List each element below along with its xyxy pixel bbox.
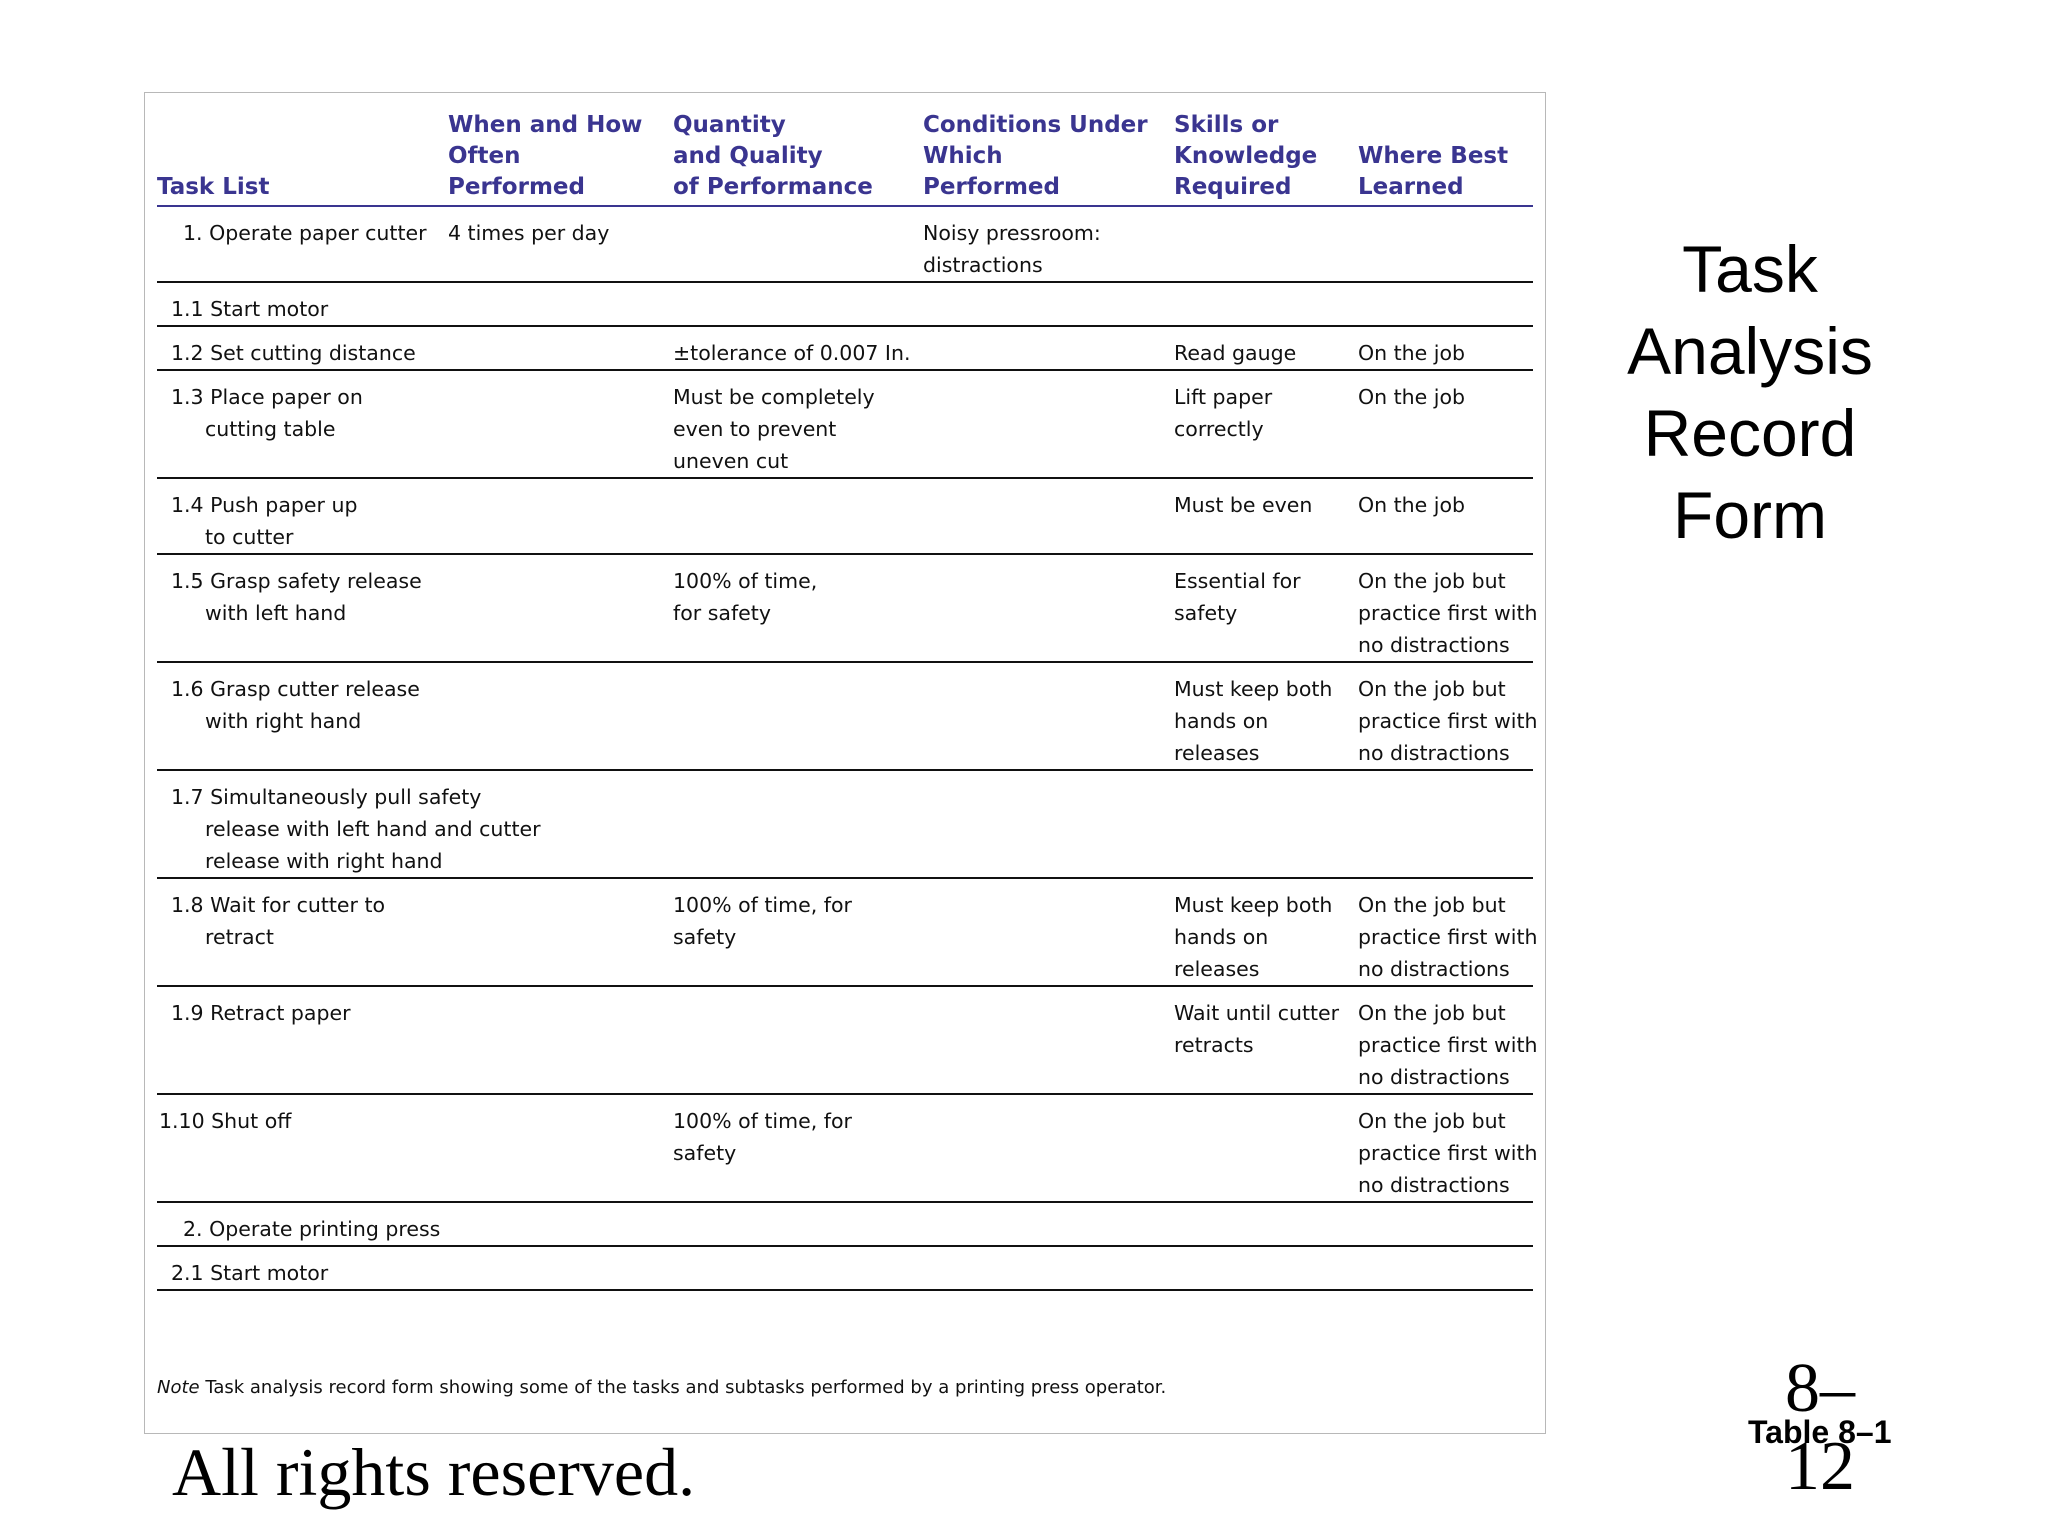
cell-line: practice first with [1358, 709, 1538, 733]
table-cell [448, 662, 673, 770]
slide-title [1590, 228, 1910, 556]
column-header [923, 93, 1174, 206]
table-row [157, 326, 1533, 370]
table-caption: Table 8–1 [1748, 1414, 1892, 1450]
title-line: Analysis [1627, 314, 1873, 388]
cell-line: 1.2 Set cutting distance [171, 341, 416, 365]
table-cell [673, 662, 923, 770]
column-header-line: Quantity [673, 112, 786, 138]
cell-line: 1.7 Simultaneously pull safety [171, 785, 482, 809]
cell-line: hands on [1174, 925, 1269, 949]
table-cell [923, 326, 1174, 370]
table-cell [923, 370, 1174, 478]
table-cell [1358, 554, 1538, 662]
table-cell [157, 282, 448, 326]
table-cell [1174, 1094, 1358, 1202]
table-cell [448, 1246, 673, 1290]
table-row [157, 770, 1533, 878]
table-cell [157, 770, 541, 878]
cell-line: practice first with [1358, 925, 1538, 949]
table-cell [1358, 326, 1533, 370]
cell-line: correctly [1174, 417, 1264, 441]
cell-line: cutting table [205, 417, 336, 441]
table-cell [1358, 206, 1533, 282]
cell-line: releases [1174, 741, 1260, 765]
table-cell [1174, 326, 1358, 370]
cell-line: no distractions [1358, 1173, 1510, 1197]
table-cell [448, 370, 673, 478]
column-header-line: Performed [923, 174, 1060, 200]
cell-line: 1.1 Start motor [171, 297, 329, 321]
table-cell [448, 1202, 673, 1246]
table-cell [1358, 878, 1538, 986]
cell-line: practice first with [1358, 1033, 1538, 1057]
column-header-line: Performed [448, 174, 585, 200]
table-row [157, 1094, 1533, 1202]
table-cell [923, 662, 1174, 770]
table-row [157, 986, 1533, 1094]
table-cell [448, 1094, 673, 1202]
cell-line: safety [673, 1141, 737, 1165]
cell-line: hands on [1174, 709, 1269, 733]
table-cell [157, 206, 448, 282]
cell-line: 1.9 Retract paper [171, 1001, 351, 1025]
title-line: Task [1682, 232, 1818, 306]
cell-line: 1. Operate paper cutter [183, 221, 427, 245]
table-cell [923, 554, 1174, 662]
table-cell [157, 1246, 448, 1290]
cell-line: no distractions [1358, 633, 1510, 657]
column-header-line: Conditions Under [923, 112, 1148, 138]
table-cell [1174, 1202, 1358, 1246]
column-header-line: Task List [157, 174, 270, 200]
table-row [157, 206, 1533, 282]
table-cell [1174, 206, 1358, 282]
column-header-line: Required [1174, 174, 1292, 200]
cell-line: with left hand [205, 601, 347, 625]
column-header-line: Knowledge [1174, 143, 1318, 169]
slide-number-line: 12 [1785, 1428, 1855, 1505]
table-cell [1358, 662, 1538, 770]
table-body [157, 206, 1538, 1290]
table-row [157, 282, 1533, 326]
cell-line: Must be completely [673, 385, 875, 409]
table-cell [157, 554, 448, 662]
cell-line: Read gauge [1174, 341, 1297, 365]
column-header [673, 93, 923, 206]
column-header-line: of Performance [673, 174, 873, 200]
cell-line: 1.6 Grasp cutter release [171, 677, 420, 701]
cell-line: Must be even [1174, 493, 1313, 517]
cell-line: practice first with [1358, 1141, 1538, 1165]
table-cell [923, 206, 1174, 282]
cell-line: On the job [1358, 493, 1466, 517]
table-cell [448, 206, 673, 282]
table-cell [673, 478, 923, 554]
cell-line: On the job but [1358, 569, 1506, 593]
cell-line: 1.8 Wait for cutter to [171, 893, 386, 917]
table-cell [448, 878, 673, 986]
cell-line: safety [673, 925, 737, 949]
cell-line: On the job but [1358, 677, 1506, 701]
cell-line: even to prevent [673, 417, 837, 441]
table-cell [1358, 282, 1533, 326]
table-cell [1174, 282, 1358, 326]
table-cell [923, 1202, 1174, 1246]
table-cell [157, 986, 448, 1094]
cell-line: 100% of time, [673, 569, 818, 593]
table-cell [157, 662, 448, 770]
table-cell [673, 1202, 923, 1246]
table-cell [1358, 1094, 1538, 1202]
table-row [157, 554, 1533, 662]
cell-line: 1.5 Grasp safety release [171, 569, 422, 593]
table-cell [923, 878, 1174, 986]
table-cell [1358, 1202, 1533, 1246]
table-cell [673, 770, 923, 878]
column-header [1174, 93, 1358, 206]
cell-line: retracts [1174, 1033, 1254, 1057]
table-cell [1358, 370, 1533, 478]
table-cell [1174, 478, 1358, 554]
table-cell [673, 554, 923, 662]
table-cell [1174, 554, 1358, 662]
cell-line: Essential for [1174, 569, 1301, 593]
table-cell [157, 1202, 448, 1246]
title-line: Record [1643, 396, 1857, 470]
cell-line: release with left hand and cutter [205, 817, 541, 841]
cell-line: release with right hand [205, 849, 443, 873]
table-cell [673, 282, 923, 326]
cell-line: On the job [1358, 341, 1466, 365]
table-cell [448, 554, 673, 662]
column-header-line: When and How [448, 112, 643, 138]
table-cell [157, 478, 448, 554]
cell-line: 4 times per day [448, 221, 610, 245]
table-cell [1174, 986, 1358, 1094]
cell-line: Must keep both [1174, 677, 1333, 701]
table-row [157, 1202, 1533, 1246]
table-cell [1174, 662, 1358, 770]
column-header-line: Skills or [1174, 112, 1279, 138]
table-cell [1358, 986, 1538, 1094]
table-cell [1174, 770, 1358, 878]
table-cell [923, 1094, 1174, 1202]
cell-line: practice first with [1358, 601, 1538, 625]
column-header-line: Which [923, 143, 1003, 169]
cell-line: for safety [673, 601, 771, 625]
cell-line: no distractions [1358, 957, 1510, 981]
table-row [157, 662, 1533, 770]
table-cell [673, 878, 923, 986]
cell-line: with right hand [205, 709, 362, 733]
cell-line: Lift paper [1174, 385, 1273, 409]
cell-line: On the job but [1358, 1109, 1506, 1133]
cell-line: no distractions [1358, 741, 1510, 765]
column-header [448, 93, 673, 206]
note-text: Task analysis record form showing some of the tasks and subtasks performed by a printing press operator. [199, 1377, 1167, 1398]
column-header-line: Learned [1358, 174, 1464, 200]
column-header-line: Often [448, 143, 521, 169]
table-row [157, 370, 1533, 478]
cell-line: 1.4 Push paper up [171, 493, 358, 517]
table-cell [1358, 1246, 1533, 1290]
table-cell [1174, 1246, 1358, 1290]
table-cell [673, 1246, 923, 1290]
cell-line: safety [1174, 601, 1238, 625]
table-cell [673, 370, 923, 478]
task-analysis-table [157, 93, 1538, 1291]
table-cell [1358, 478, 1533, 554]
table-cell [673, 986, 923, 1094]
cell-line: 100% of time, for [673, 1109, 852, 1133]
table-cell [448, 478, 673, 554]
cell-line: On the job [1358, 385, 1466, 409]
table-row [157, 1246, 1533, 1290]
table-cell [673, 1094, 923, 1202]
cell-line: 100% of time, for [673, 893, 852, 917]
table-cell [448, 326, 673, 370]
cell-line: releases [1174, 957, 1260, 981]
cell-line: retract [205, 925, 274, 949]
table-cell [923, 1246, 1174, 1290]
table-row [157, 878, 1533, 986]
table-header-row [157, 93, 1533, 206]
cell-line: On the job but [1358, 1001, 1506, 1025]
table-cell [1174, 878, 1358, 986]
table-row [157, 478, 1533, 554]
table-cell [673, 326, 923, 370]
rights-notice: All rights reserved. [172, 1434, 696, 1510]
cell-line: no distractions [1358, 1065, 1510, 1089]
column-header-line: Where Best [1358, 143, 1509, 169]
table-cell [1174, 370, 1358, 478]
cell-line: 1.3 Place paper on [171, 385, 363, 409]
column-header [1358, 93, 1533, 206]
cell-line: to cutter [205, 525, 294, 549]
cell-line: uneven cut [673, 449, 789, 473]
column-header [157, 93, 448, 206]
cell-line: 2. Operate printing press [183, 1217, 441, 1241]
table-cell [157, 370, 448, 478]
table-cell [923, 282, 1174, 326]
table-note [157, 1377, 1166, 1398]
table-cell [673, 206, 923, 282]
cell-line: 1.10 Shut off [159, 1109, 292, 1133]
table-cell [448, 282, 673, 326]
cell-line: distractions [923, 253, 1043, 277]
table-cell [1358, 770, 1533, 878]
table-cell [157, 326, 448, 370]
table-cell [923, 770, 1174, 878]
table-cell [157, 878, 448, 986]
cell-line: Must keep both [1174, 893, 1333, 917]
cell-line: 2.1 Start motor [171, 1261, 329, 1285]
slide-number-line: 8– [1785, 1350, 1855, 1427]
cell-line: On the job but [1358, 893, 1506, 917]
note-label: Note [157, 1377, 200, 1398]
table-figure [144, 92, 1546, 1434]
cell-line: Wait until cutter [1174, 1001, 1340, 1025]
column-header-line: and Quality [673, 143, 823, 169]
title-line: Form [1673, 478, 1827, 552]
cell-line: Noisy pressroom: [923, 221, 1101, 245]
table-cell [923, 478, 1174, 554]
table-cell [157, 1094, 448, 1202]
table-cell [448, 986, 673, 1094]
table-cell [923, 986, 1174, 1094]
cell-line: ±tolerance of 0.007 In. [673, 341, 911, 365]
